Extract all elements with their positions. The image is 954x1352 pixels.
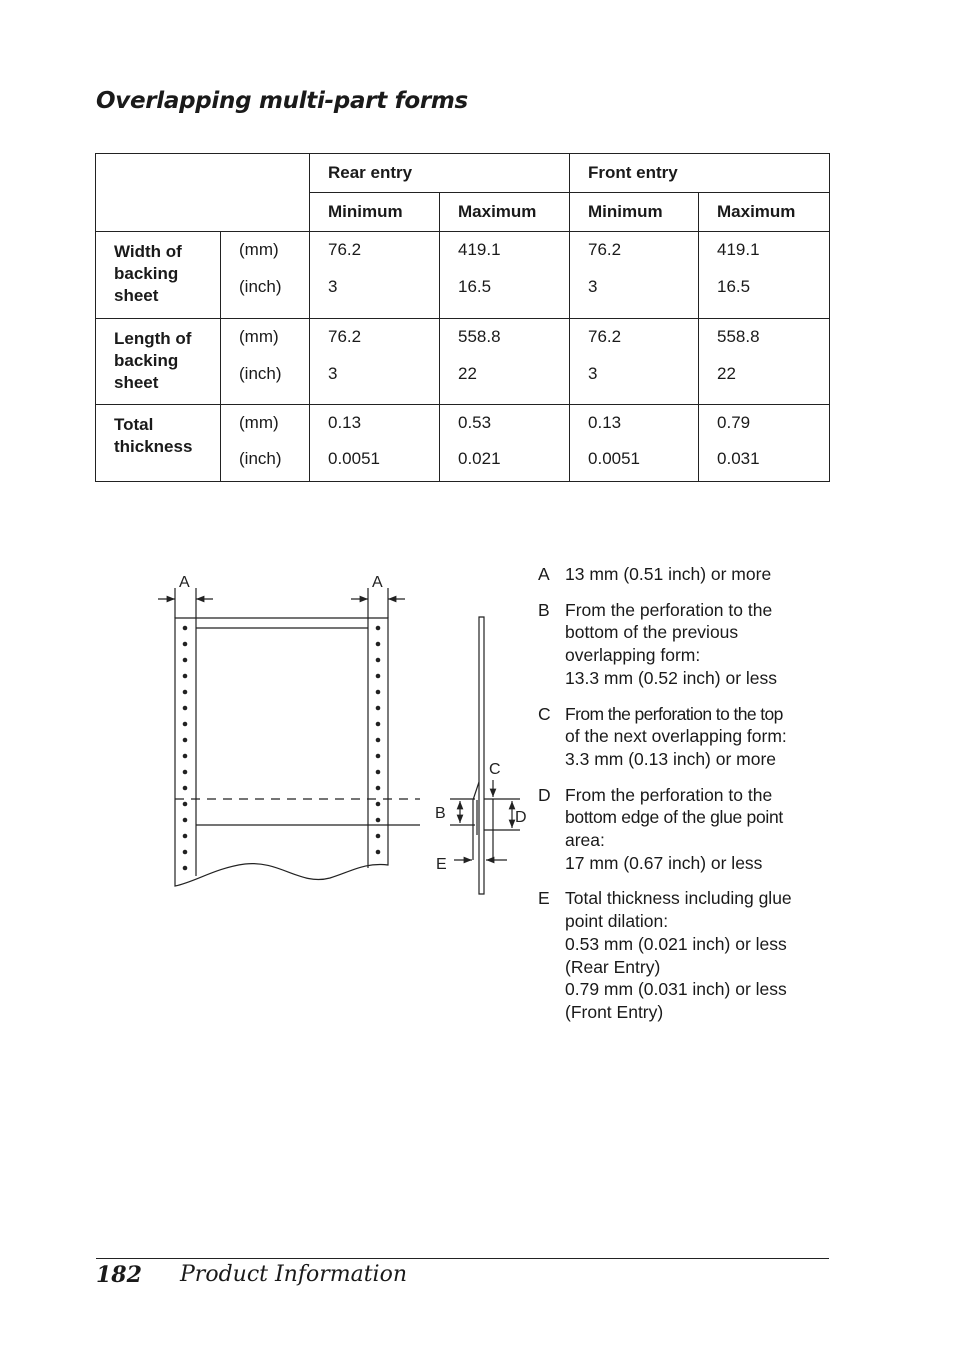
table-row [96,232,830,319]
value-mm: 0.53 [458,413,492,432]
subheader-front-max: Maximum [699,193,830,232]
value-cell [570,319,699,405]
value-cell [440,319,570,405]
label-a-left: A [179,574,190,591]
subheader-rear-min: Minimum [310,193,440,232]
legend-text: (Rear Entry) [565,956,661,977]
legend-text: overlapping form: [565,645,701,666]
legend-key: B [538,599,550,620]
value-inch: 0.031 [717,449,760,468]
value-inch: 22 [458,364,477,383]
legend-text: 3.3 mm (0.13 inch) or more [565,748,777,769]
unit-cell [221,232,310,319]
legend-text: Total thickness including glue [565,888,792,909]
value-inch: 0.0051 [588,449,641,468]
value-cell [310,405,440,482]
corner-cell [96,154,310,232]
subheader-rear-max: Maximum [440,193,570,232]
legend-key: D [538,784,551,805]
label-d: D [515,809,527,826]
value-mm: 76.2 [588,327,622,346]
form-outline [175,618,388,886]
unit-cell [221,405,310,482]
value-inch: 0.0051 [328,449,380,468]
value-mm: 76.2 [328,327,362,346]
diagram-legend [538,563,838,1037]
row-label: Total thickness [96,405,221,482]
row-label: Width of backing sheet [96,232,221,319]
legend-text: From the perforation to the top [565,703,783,724]
legend-text: 13 mm (0.51 inch) or more [565,564,772,584]
table-row [96,405,830,482]
sprocket-holes [183,626,381,871]
value-mm: 558.8 [717,327,760,346]
table-row [96,319,830,405]
label-c: C [489,761,501,778]
legend-item-d [538,784,838,875]
value-inch: 16.5 [458,277,492,296]
value-cell [699,405,830,482]
value-cell [570,405,699,482]
unit-inch: (inch) [239,277,282,296]
value-cell [440,405,570,482]
legend-item-c [538,703,838,771]
legend-text: of the next overlapping form: [565,726,787,747]
legend-text: 17 mm (0.67 inch) or less [565,852,763,873]
value-inch: 3 [328,277,338,296]
unit-inch: (inch) [239,449,282,468]
label-e: E [436,856,447,873]
legend-text: 0.53 mm (0.021 inch) or less [565,933,787,954]
legend-text: area: [565,830,605,851]
lower-sheet-side [473,782,479,860]
legend-text: From the perforation to the [565,784,773,805]
unit-mm: (mm) [239,413,279,432]
legend-text: (Front Entry) [565,1001,664,1022]
page-title: Overlapping multi-part forms [96,88,468,114]
unit-cell [221,319,310,405]
value-cell [570,232,699,319]
legend-text: 0.79 mm (0.031 inch) or less [565,979,787,1000]
value-inch: 3 [328,364,338,383]
value-mm: 419.1 [458,240,501,259]
legend-key: C [538,703,551,724]
legend-key: E [538,888,550,909]
legend-text: From the perforation to the [565,599,773,620]
value-cell [310,232,440,319]
value-cell [699,319,830,405]
form-diagram [150,560,530,905]
row-label: Length of backing sheet [96,319,221,405]
group-header-front: Front entry [570,154,830,193]
legend-text: bottom of the previous [565,622,739,643]
value-cell [699,232,830,319]
section-name: Product Information [180,1262,408,1287]
value-inch: 3 [588,277,598,296]
legend-item-e [538,887,838,1023]
legend-text: bottom edge of the glue point [565,807,783,828]
unit-mm: (mm) [239,240,279,259]
value-mm: 76.2 [328,240,362,259]
value-inch: 22 [717,364,736,383]
value-inch: 3 [588,364,598,383]
subheader-front-min: Minimum [570,193,699,232]
label-a-right: A [372,574,383,591]
legend-item-a [538,563,838,586]
unit-inch: (inch) [239,364,282,383]
label-b: B [435,805,446,822]
value-mm: 76.2 [588,240,622,259]
value-inch: 16.5 [717,277,751,296]
legend-item-b [538,599,838,690]
footer-divider [96,1258,829,1259]
legend-key: A [538,564,550,584]
value-cell [310,319,440,405]
value-mm: 0.79 [717,413,751,432]
value-mm: 419.1 [717,240,760,259]
value-inch: 0.021 [458,449,501,468]
unit-mm: (mm) [239,327,279,346]
legend-text: 13.3 mm (0.52 inch) or less [565,667,778,688]
value-mm: 0.13 [328,413,362,432]
value-mm: 558.8 [458,327,501,346]
value-cell [440,232,570,319]
value-mm: 0.13 [588,413,622,432]
legend-text: point dilation: [565,911,669,932]
page-number: 182 [96,1262,142,1288]
group-header-rear: Rear entry [310,154,570,193]
specs-table [95,153,830,482]
backing-sheet-side [479,617,484,894]
